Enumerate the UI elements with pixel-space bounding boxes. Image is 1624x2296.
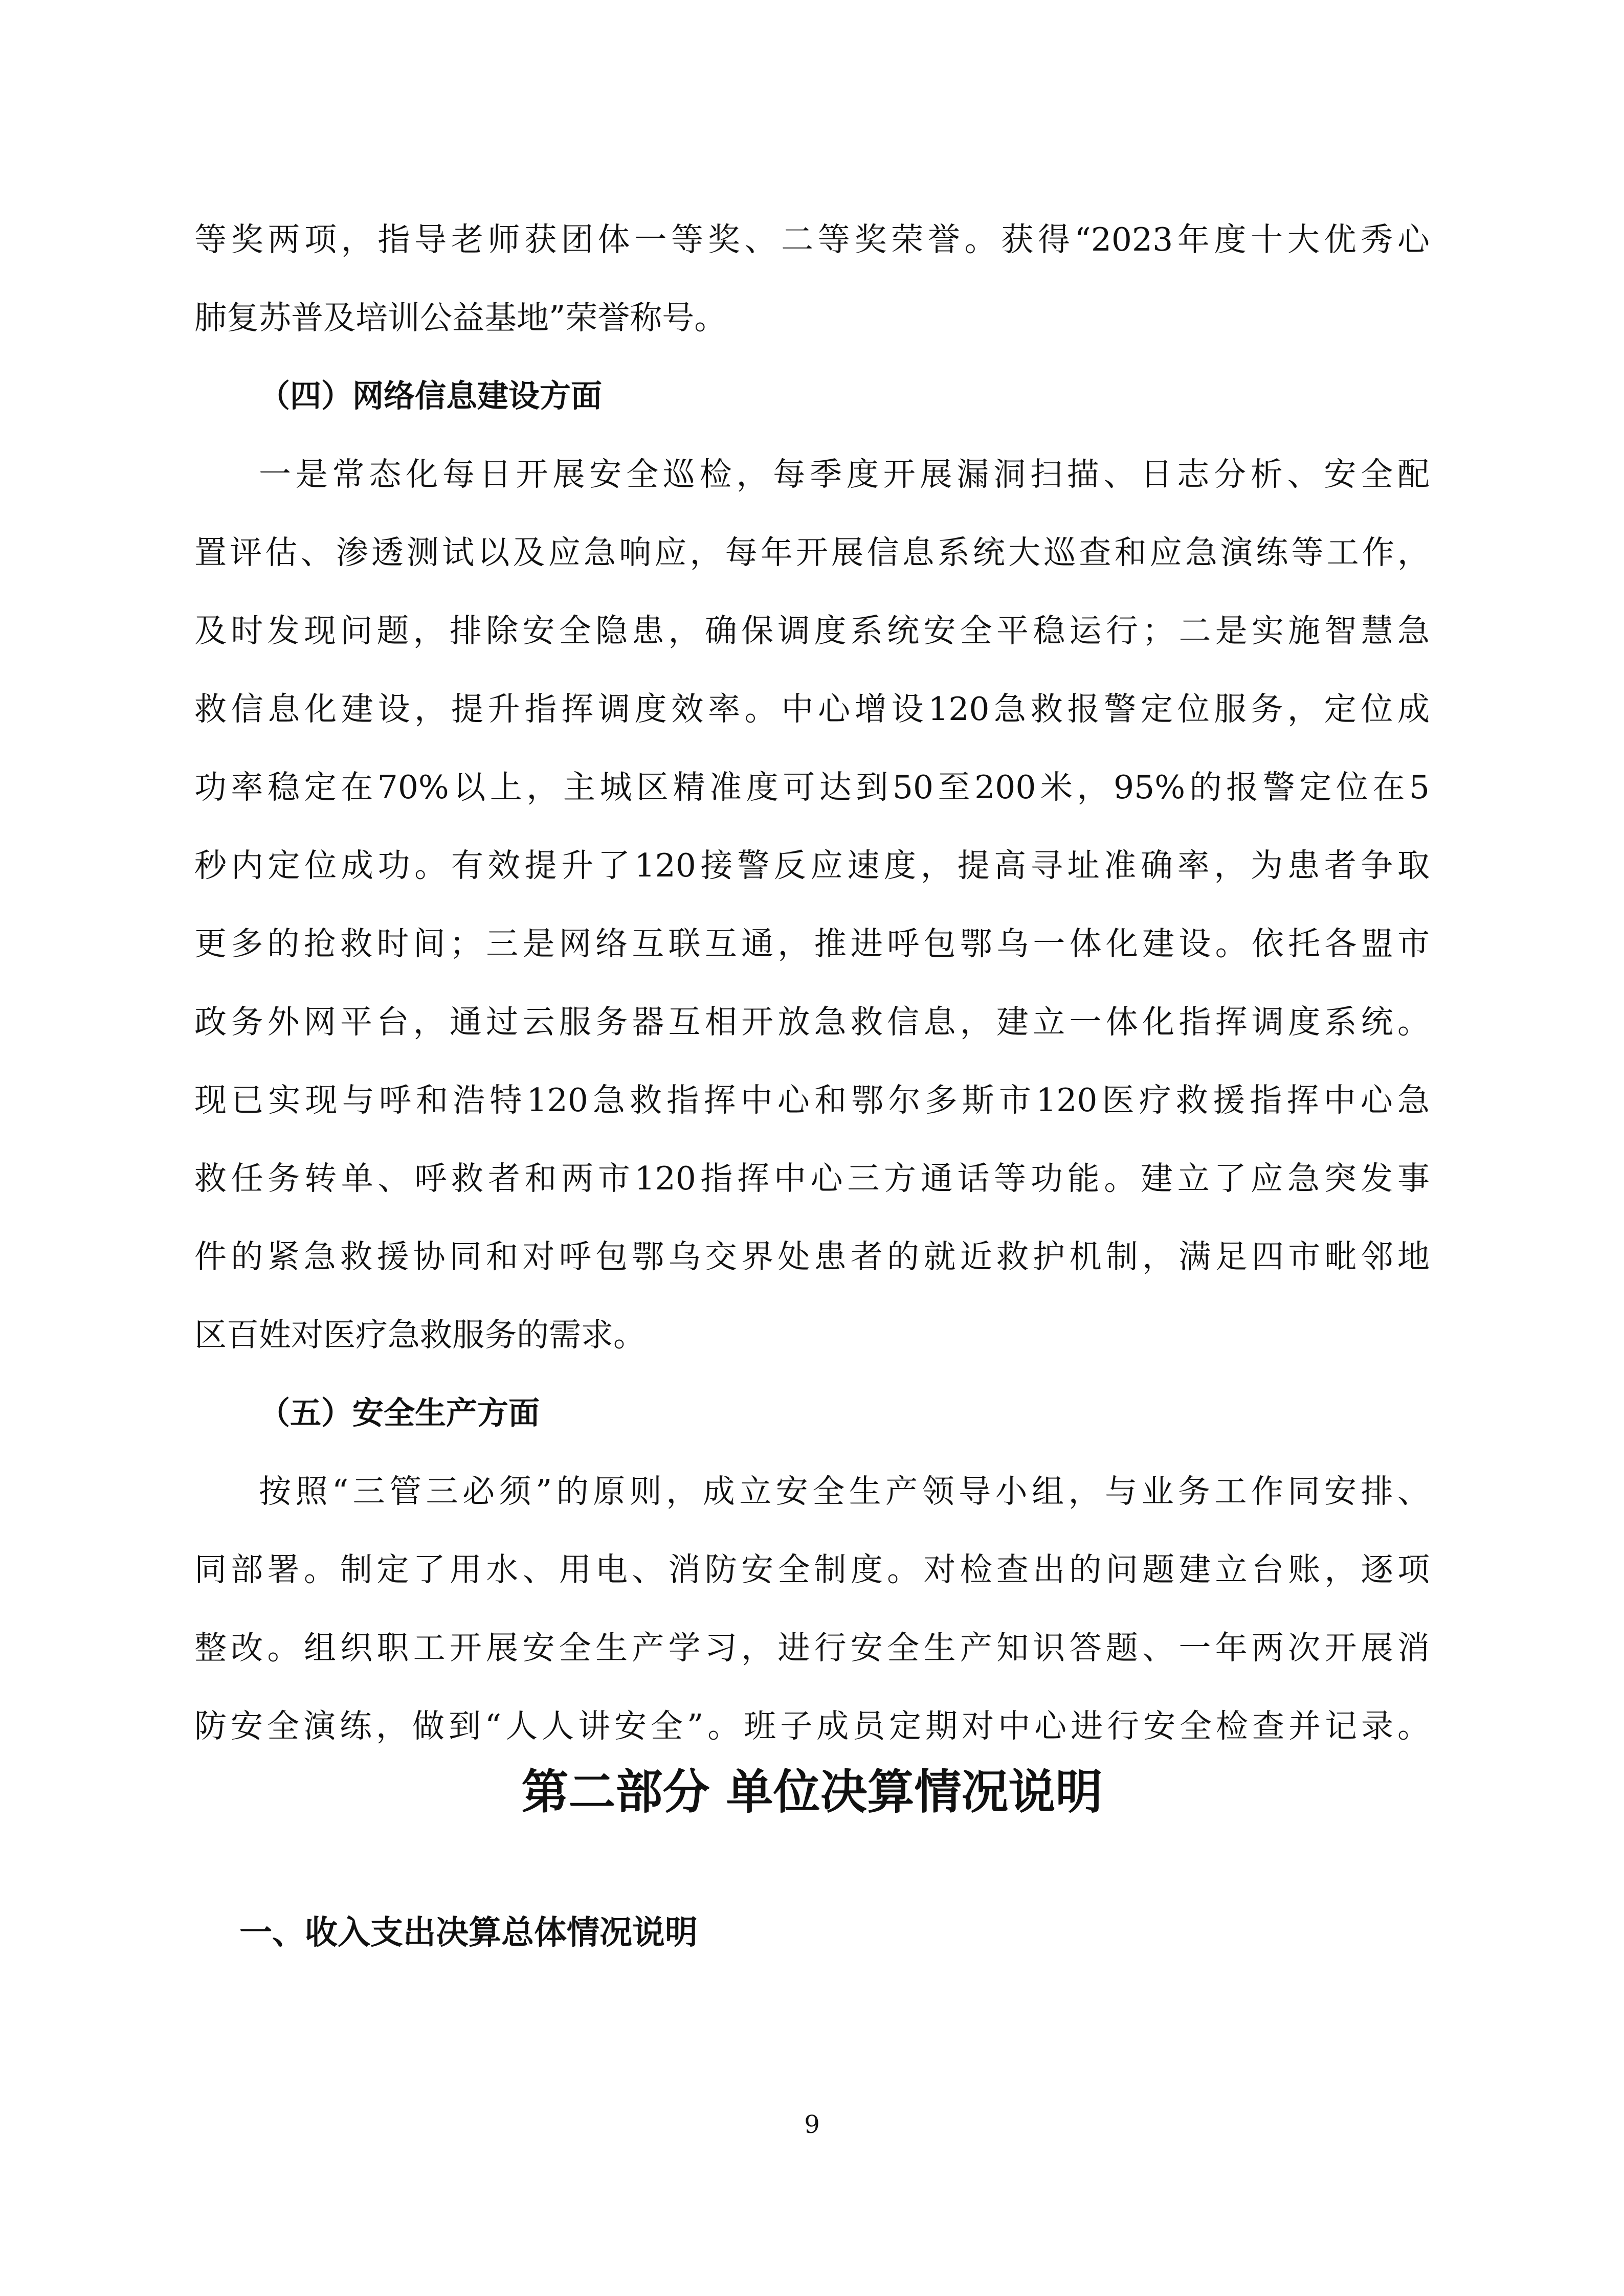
- page-number: 9: [804, 2110, 820, 2139]
- paragraph-line: 整改。组织职工开展安全生产学习，进行安全生产知识答题、一年两次开展消: [194, 1629, 1430, 1667]
- paragraph-line: 等奖两项，指导老师获团体一等奖、二等奖荣誉。获得“2023年度十大优秀心: [194, 221, 1430, 258]
- paragraph-line: 区百姓对医疗急救服务的需求。: [194, 1316, 646, 1354]
- paragraph-line: 一是常态化每日开展安全巡检，每季度开展漏洞扫描、日志分析、安全配: [259, 456, 1430, 493]
- section-five-heading: （五）安全生产方面: [259, 1395, 540, 1431]
- paragraph-line: 按照“三管三必须”的原则，成立安全生产领导小组，与业务工作同安排、: [259, 1473, 1430, 1510]
- paragraph-line: 同部署。制定了用水、用电、消防安全制度。对检查出的问题建立台账，逐项: [194, 1551, 1430, 1588]
- paragraph-line: 肺复苏普及培训公益基地”荣誉称号。: [194, 299, 727, 336]
- paragraph-line: 秒内定位成功。有效提升了120接警反应速度，提高寻址准确率，为患者争取: [194, 847, 1430, 884]
- section-four-heading: （四）网络信息建设方面: [259, 378, 603, 414]
- paragraph-line: 救信息化建设，提升指挥调度效率。中心增设120急救报警定位服务，定位成: [194, 690, 1430, 728]
- paragraph-line: 置评估、渗透测试以及应急响应，每年开展信息系统大巡查和应急演练等工作，: [194, 534, 1430, 571]
- paragraph-line: 及时发现问题，排除安全隐患，确保调度系统安全平稳运行；二是实施智慧急: [194, 612, 1430, 649]
- paragraph-line: 防安全演练，做到“人人讲安全”。班子成员定期对中心进行安全检查并记录。: [194, 1707, 1430, 1745]
- paragraph-line: 更多的抢救时间；三是网络互联互通，推进呼包鄂乌一体化建设。依托各盟市: [194, 925, 1430, 962]
- paragraph-line: 救任务转单、呼救者和两市120指挥中心三方通话等功能。建立了应急突发事: [194, 1160, 1430, 1197]
- section-one-heading: 一、收入支出决算总体情况说明: [239, 1914, 698, 1952]
- paragraph-line: 功率稳定在70%以上，主城区精准度可达到50至200米，95%的报警定位在5: [194, 769, 1430, 806]
- paragraph-line: 现已实现与呼和浩特120急救指挥中心和鄂尔多斯市120医疗救援指挥中心急: [194, 1082, 1430, 1119]
- body-text: [194, 200, 1430, 1765]
- part-two-heading: 第二部分 单位决算情况说明: [521, 1765, 1103, 1819]
- paragraph-line: 件的紧急救援协同和对呼包鄂乌交界处患者的就近救护机制，满足四市毗邻地: [194, 1238, 1430, 1275]
- paragraph-line: 政务外网平台，通过云服务器互相开放急救信息，建立一体化指挥调度系统。: [194, 1003, 1430, 1041]
